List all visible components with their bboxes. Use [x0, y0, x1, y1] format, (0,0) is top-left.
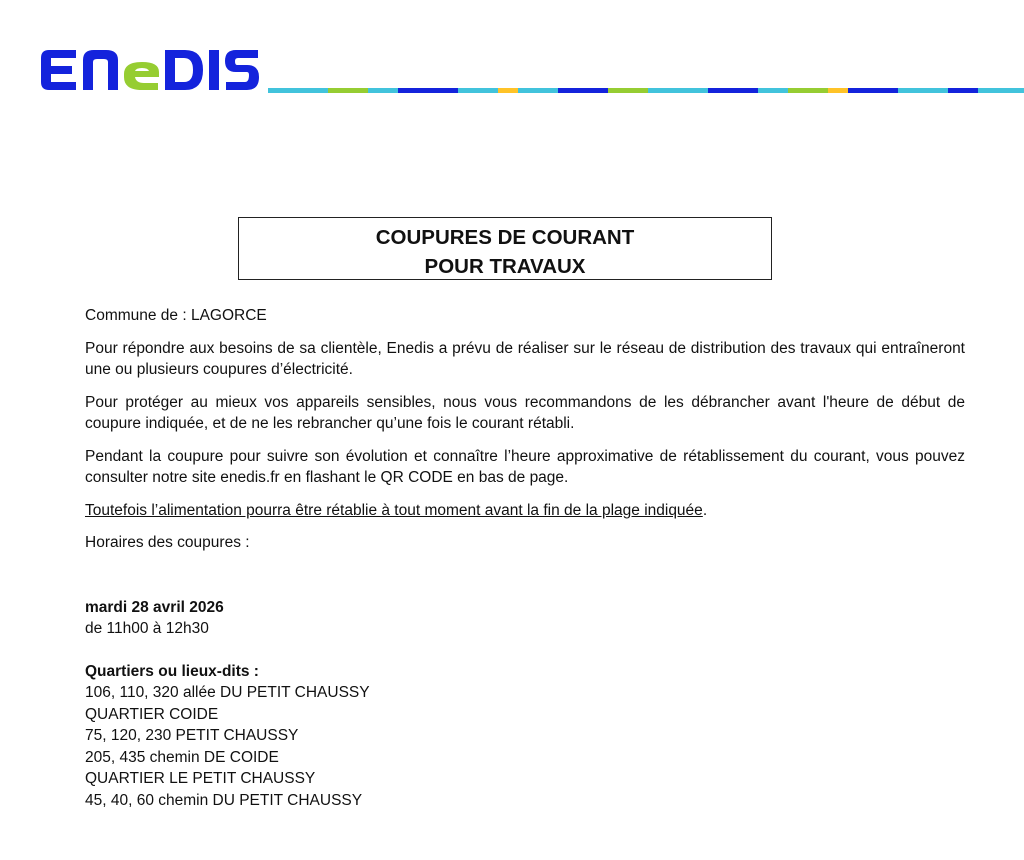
notice-content	[85, 305, 965, 811]
title-box	[238, 217, 772, 280]
paragraph-4-end: .	[702, 501, 708, 519]
title-line-2: POUR TRAVAUX	[424, 255, 586, 278]
place-item: QUARTIER COIDE	[85, 705, 219, 723]
outage-date: mardi 28 avril 2026	[85, 598, 224, 616]
place-item: 106, 110, 320 allée DU PETIT CHAUSSY	[85, 684, 370, 701]
place-item: QUARTIER LE PETIT CHAUSSY	[85, 770, 316, 787]
paragraph-2: Pour protéger au mieux vos appareils sensibles, nous vous recommandons de les débrancher avant l'heure de début de coupure indiquée, et de ne les rebrancher qu’une fois le courant rétabli.	[85, 393, 965, 432]
paragraph-4-underlined: Toutefois l’alimentation pourra être rétablie à tout moment avant la fin de la plage indiquée	[85, 501, 703, 519]
outage-time: de 11h00 à 12h30	[85, 620, 209, 637]
paragraph-3: Pendant la coupure pour suivre son évolution et connaître l’heure approximative de rétablissement du courant, vous pouvez consulter notre site enedis.fr en flashant le QR CODE en bas de page.	[85, 447, 965, 486]
title-line-1: COUPURES DE COURANT	[375, 226, 635, 249]
commune-line: Commune de : LAGORCE	[85, 307, 267, 324]
header-stripe	[268, 88, 1024, 93]
paragraph-4	[85, 500, 965, 522]
enedis-logo	[38, 44, 260, 96]
place-item: 75, 120, 230 PETIT CHAUSSY	[85, 727, 299, 744]
places-label: Quartiers ou lieux-dits :	[85, 662, 259, 680]
place-item: 205, 435 chemin DE COIDE	[85, 748, 279, 766]
place-item: 45, 40, 60 chemin DU PETIT CHAUSSY	[85, 791, 363, 809]
horaires-label: Horaires des coupures :	[85, 534, 250, 551]
paragraph-1: Pour répondre aux besoins de sa clientèle, Enedis a prévu de réaliser sur le réseau de distribution des travaux qui entraîneront une ou plusieurs coupures d’électricité.	[85, 339, 965, 378]
